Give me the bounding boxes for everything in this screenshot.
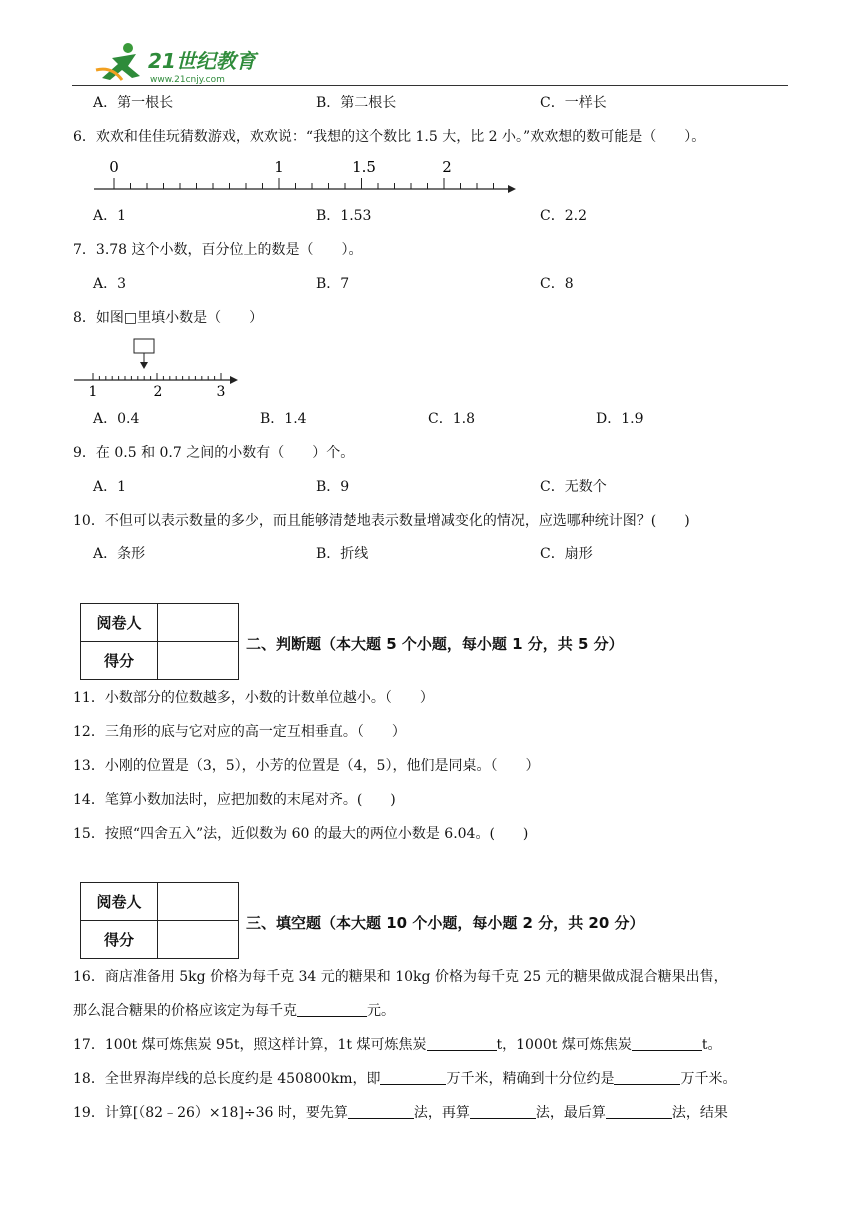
score-cell[interactable] [158, 642, 239, 680]
q18-text-c: 万千米。 [680, 1071, 737, 1087]
q9-option-c: C．无数个 [540, 479, 607, 495]
q10-question: 10．不但可以表示数量的多少，而且能够清楚地表示数量增减变化的情况，应选哪种统计图？( ) [73, 513, 690, 529]
q18-text-a: 18．全世界海岸线的总长度约是 450800km，即 [73, 1071, 381, 1087]
score-label: 得分 [81, 642, 158, 680]
q17-text-c: t。 [701, 1037, 722, 1053]
q10-option-c: C．扇形 [540, 546, 593, 562]
q17-text-a: 17．100t 煤可炼焦炭 95t，照这样计算，1t 煤可炼焦炭 [73, 1037, 427, 1053]
q17-question [73, 1035, 721, 1055]
q11-question: 11．小数部分的位数越多，小数的计数单位越小。（ ） [73, 690, 434, 706]
q8-axis-label-3: 3 [216, 384, 226, 398]
q8-option-b: B．1.4 [260, 411, 307, 427]
q6-option-a: A．1 [93, 208, 127, 224]
q17-blank-2[interactable] [632, 1036, 702, 1051]
q16-text-a: 那么混合糖果的价格应该定为每千克 [73, 1003, 297, 1019]
logo-url: www.21cnjy.com [150, 75, 225, 85]
q9-question: 9．在 0.5 和 0.7 之间的小数有（ ）个。 [73, 445, 355, 461]
score-label: 得分 [81, 921, 158, 959]
arrow-right-icon [230, 376, 238, 384]
q5-option-c: C．一样长 [540, 95, 607, 111]
q7-option-c: C．8 [540, 276, 574, 292]
q5-option-a: A．第一根长 [93, 95, 174, 111]
reviewer-label: 阅卷人 [81, 883, 158, 921]
q13-question: 13．小刚的位置是（3，5），小芳的位置是（4，5），他们是同桌。（ ） [73, 758, 540, 774]
logo [92, 40, 262, 86]
arrow-down-icon [140, 362, 148, 369]
q19-text-c: 法，最后算 [535, 1105, 606, 1121]
q18-blank-1[interactable] [380, 1070, 446, 1085]
q19-text-d: 法，结果 [671, 1105, 728, 1121]
q16-text-b: 元。 [367, 1003, 395, 1019]
score-box-section2 [80, 603, 239, 680]
q6-option-b: B．1.53 [316, 208, 372, 224]
logo-text: 21世纪教育 [148, 49, 256, 73]
q14-question: 14．笔算小数加法时，应把加数的末尾对齐。( ) [73, 792, 396, 808]
q8-option-d: D．1.9 [596, 411, 644, 427]
reviewer-cell[interactable] [158, 604, 239, 642]
q6-axis-label-2: 2 [442, 158, 452, 176]
q6-axis-label-1: 1 [274, 158, 284, 176]
q19-blank-2[interactable] [470, 1104, 536, 1119]
q6-axis-label-0: 0 [109, 158, 119, 176]
q6-axis-label-1-5: 1.5 [352, 158, 376, 176]
score-box-section3 [80, 882, 239, 959]
q18-text-b: 万千米，精确到十分位约是 [446, 1071, 615, 1087]
arrow-right-icon [508, 185, 516, 193]
q16-question-line2 [73, 1001, 395, 1021]
score-cell[interactable] [158, 921, 239, 959]
q8-axis-label-1: 1 [88, 384, 98, 398]
q17-blank-1[interactable] [427, 1036, 497, 1051]
section3-title: 三、填空题（本大题 10 个小题，每小题 2 分，共 20 分） [246, 914, 645, 932]
q6-ticks [114, 178, 494, 189]
q8-ticks-bottom [93, 373, 221, 380]
q6-number-line [88, 156, 518, 196]
q16-question-line1: 16．商店准备用 5kg 价格为每千克 34 元的糖果和 10kg 价格为每千克 25 元的糖果做成混合糖果出售， [73, 969, 728, 985]
reviewer-label: 阅卷人 [81, 604, 158, 642]
q15-question: 15．按照“四舍五入”法，近似数为 60 的最大的两位小数是 6.04。( ) [73, 826, 529, 842]
q5-option-b: B．第二根长 [316, 95, 397, 111]
q18-question [73, 1069, 736, 1089]
section2-title: 二、判断题（本大题 5 个小题，每小题 1 分，共 5 分） [246, 635, 624, 653]
q12-question: 12．三角形的底与它对应的高一定互相垂直。（ ） [73, 724, 406, 740]
header-rule [72, 85, 788, 86]
q9-option-a: A．1 [93, 479, 127, 495]
q6-question: 6．欢欢和佳佳玩猜数游戏，欢欢说：“我想的这个数比 1.5 大，比 2 小。”欢欢想的数可能是（ ）。 [73, 129, 706, 145]
runner-icon [96, 43, 140, 80]
q9-option-b: B．9 [316, 479, 350, 495]
q6-option-c: C．2.2 [540, 208, 587, 224]
q18-blank-2[interactable] [614, 1070, 680, 1085]
q8-axis-label-2: 2 [153, 384, 163, 398]
q8-axis-bottom [70, 372, 240, 398]
q10-option-a: A．条形 [93, 546, 146, 562]
q8-option-c: C．1.8 [428, 411, 475, 427]
q7-option-a: A．3 [93, 276, 127, 292]
q16-blank[interactable] [297, 1002, 367, 1017]
q7-option-b: B．7 [316, 276, 350, 292]
q8-question: 8．如图□里填小数是（ ） [73, 310, 264, 326]
answer-box [134, 339, 154, 353]
q17-text-b: t，1000t 煤可炼焦炭 [496, 1037, 632, 1053]
q19-blank-1[interactable] [348, 1104, 414, 1119]
q8-option-a: A．0.4 [93, 411, 140, 427]
q8-number-line [70, 336, 240, 372]
reviewer-cell[interactable] [158, 883, 239, 921]
q19-question [73, 1103, 728, 1123]
q10-option-b: B．折线 [316, 546, 369, 562]
q19-blank-3[interactable] [606, 1104, 672, 1119]
q7-question: 7．3.78 这个小数，百分位上的数是（ ）。 [73, 242, 363, 258]
q19-text-b: 法，再算 [413, 1105, 470, 1121]
q19-text-a: 19．计算[（82﹣26）×18]÷36 时，要先算 [73, 1105, 348, 1121]
